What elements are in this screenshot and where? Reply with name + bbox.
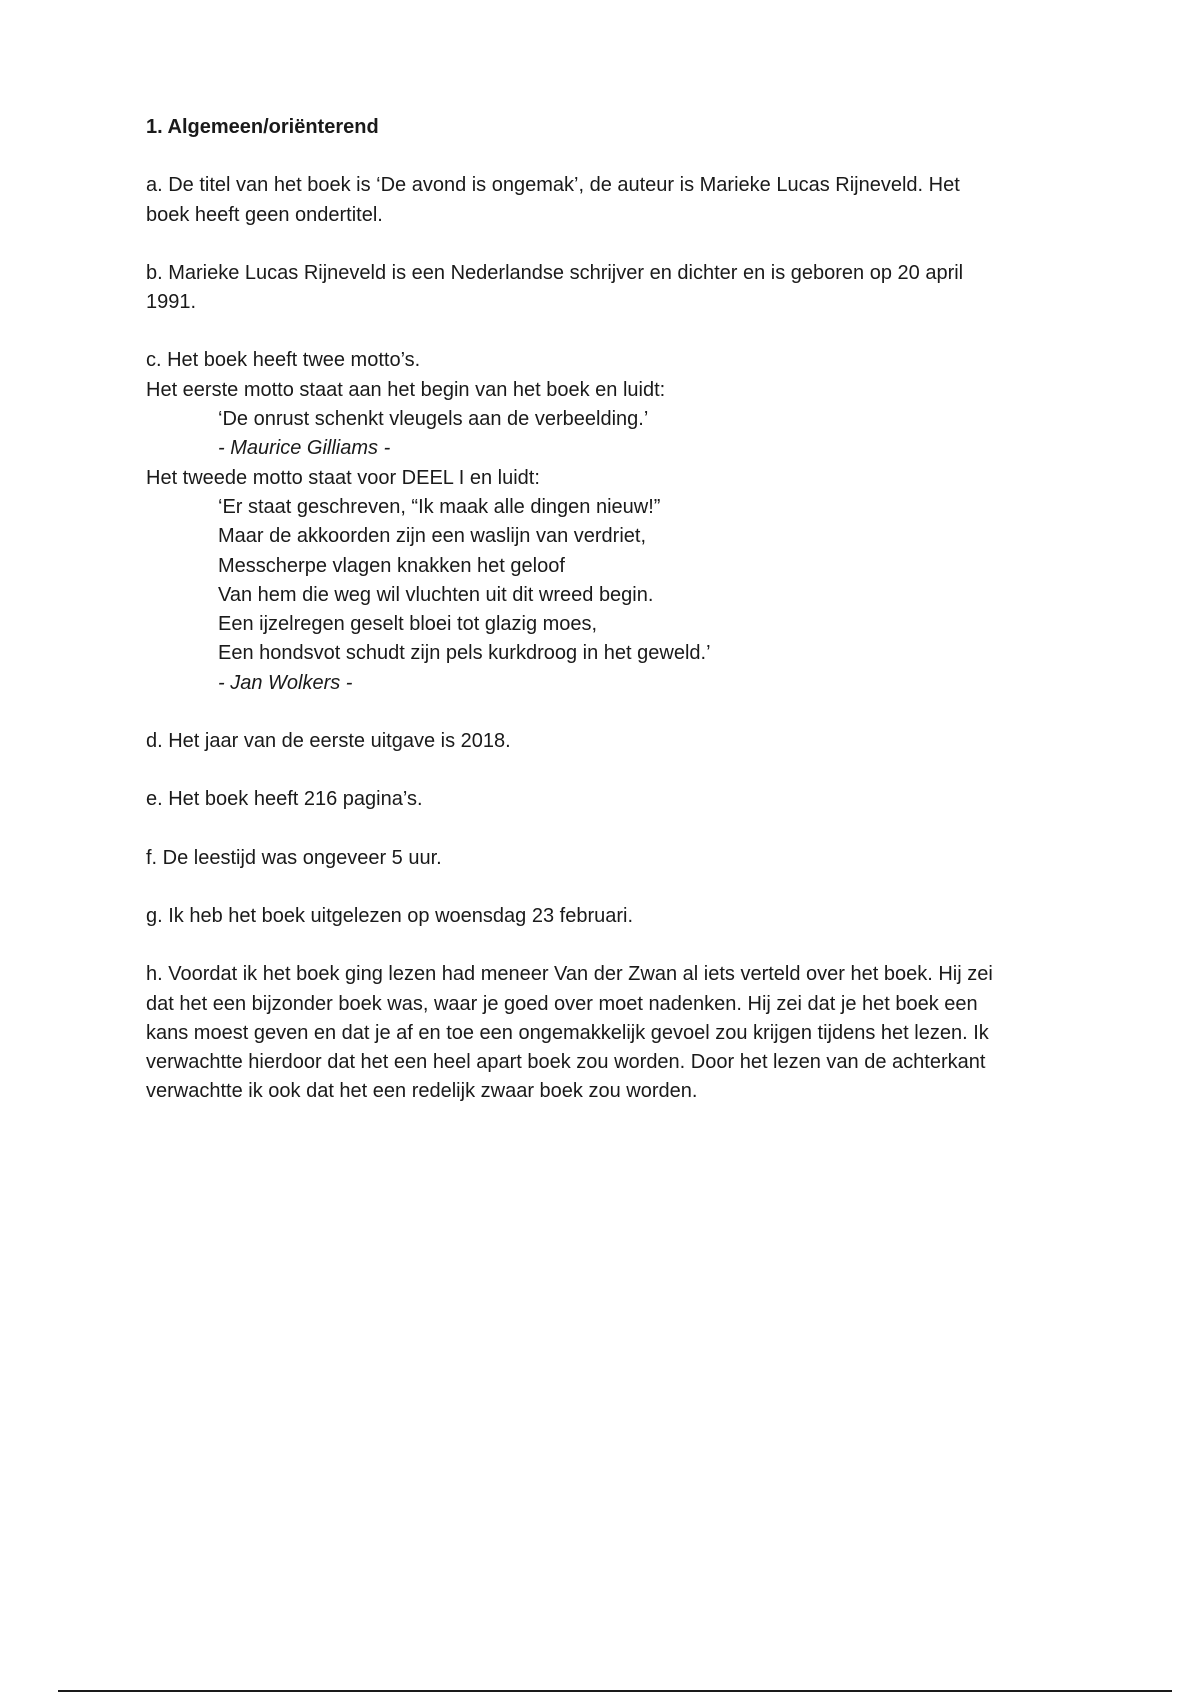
item-h bbox=[146, 960, 1091, 1106]
item-a-line: a. De titel van het boek is ‘De avond is ongemak’, de auteur is Marieke Lucas Rijneveld. Het bbox=[146, 174, 960, 197]
item-f bbox=[146, 844, 1091, 873]
item-h-line: verwachtte hierdoor dat het een heel apart boek zou worden. Door het lezen van de achterkant bbox=[146, 1051, 986, 1074]
motto2-line: Een hondsvot schudt zijn pels kurkdroog in het geweld.’ bbox=[218, 642, 711, 665]
motto1-author: - Maurice Gilliams - bbox=[218, 437, 391, 460]
motto2-line: Van hem die weg wil vluchten uit dit wreed begin. bbox=[218, 583, 654, 606]
item-b bbox=[146, 259, 1091, 318]
item-g-line: g. Ik heb het boek uitgelezen op woensdag 23 februari. bbox=[146, 904, 634, 927]
item-g bbox=[146, 902, 1091, 931]
item-e-line: e. Het boek heeft 216 pagina’s. bbox=[146, 788, 423, 811]
item-e bbox=[146, 785, 1091, 814]
item-h-line: dat het een bijzonder boek was, waar je goed over moet nadenken. Hij zei dat je het boek een bbox=[146, 992, 978, 1015]
item-a-line: boek heeft geen ondertitel. bbox=[146, 203, 383, 226]
footer-divider bbox=[58, 1690, 1172, 1692]
motto2-author: - Jan Wolkers - bbox=[218, 671, 353, 694]
item-b-line: b. Marieke Lucas Rijneveld is een Nederlandse schrijver en dichter en is geboren op 20 april bbox=[146, 261, 964, 284]
motto1-quote: ‘De onrust schenkt vleugels aan de verbeelding.’ bbox=[218, 408, 649, 431]
item-h-line: h. Voordat ik het boek ging lezen had meneer Van der Zwan al iets verteld over het boek. Hij zei bbox=[146, 963, 993, 986]
motto2-line: Messcherpe vlagen knakken het geloof bbox=[218, 554, 565, 577]
motto2-intro: Het tweede motto staat voor DEEL I en luidt: bbox=[146, 466, 540, 489]
item-h-line: verwachtte ik ook dat het een redelijk zwaar boek zou worden. bbox=[146, 1080, 698, 1103]
item-b-line: 1991. bbox=[146, 291, 197, 314]
motto2-line: Maar de akkoorden zijn een waslijn van verdriet, bbox=[218, 525, 646, 548]
item-c bbox=[146, 346, 1091, 698]
motto2-line: ‘Er staat geschreven, “Ik maak alle dingen nieuw!” bbox=[218, 495, 661, 518]
item-h-line: kans moest geven en dat je af en toe een ongemakkelijk gevoel zou krijgen tijdens het lezen. Ik bbox=[146, 1021, 989, 1044]
item-d bbox=[146, 727, 1091, 756]
item-c-intro: c. Het boek heeft twee motto’s. bbox=[146, 349, 421, 372]
item-f-line: f. De leestijd was ongeveer 5 uur. bbox=[146, 846, 442, 869]
item-a bbox=[146, 171, 1091, 230]
document-page bbox=[146, 113, 1091, 1136]
item-d-line: d. Het jaar van de eerste uitgave is 2018. bbox=[146, 730, 511, 753]
motto1-intro: Het eerste motto staat aan het begin van het boek en luidt: bbox=[146, 378, 666, 401]
section-heading: 1. Algemeen/oriënterend bbox=[146, 116, 379, 138]
motto2-line: Een ijzelregen geselt bloei tot glazig moes, bbox=[218, 613, 598, 636]
